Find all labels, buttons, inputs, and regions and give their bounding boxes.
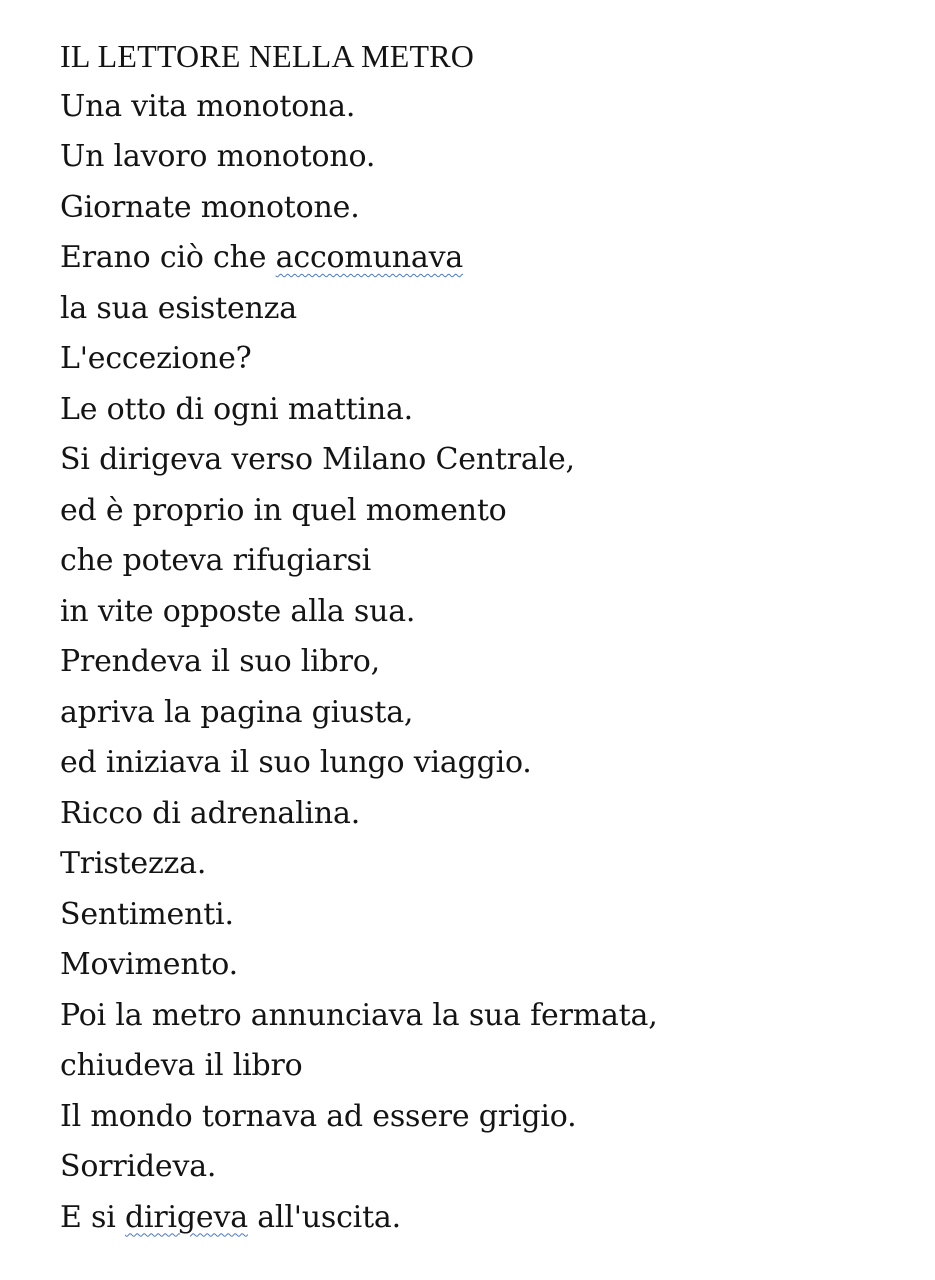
poem-line: ed iniziava il suo lungo viaggio. <box>60 745 532 780</box>
poem-line: chiudeva il libro <box>60 1048 303 1083</box>
spellcheck-flagged-word[interactable]: accomunava <box>275 240 464 275</box>
poem-line: la sua esistenza <box>60 290 297 326</box>
document-page <box>60 31 920 1243</box>
poem-line: che poteva rifugiarsi <box>60 543 372 578</box>
line-segment: all'uscita. <box>247 1199 401 1235</box>
poem-line <box>60 1193 920 1244</box>
poem-line: Giornate monotone. <box>60 189 360 225</box>
poem-line: Tristezza. <box>60 846 207 881</box>
poem-line: Le otto di ogni mattina. <box>60 391 414 427</box>
line-segment: E si <box>60 1199 125 1235</box>
poem-title: IL LETTORE NELLA METRO <box>60 38 475 74</box>
poem-line: Un lavoro monotono. <box>60 139 376 174</box>
poem-line: ed è proprio in quel momento <box>60 492 507 528</box>
poem-line: Movimento. <box>60 947 238 982</box>
poem-line: apriva la pagina giusta, <box>60 694 414 730</box>
poem-line: Prendeva il suo libro, <box>60 644 380 679</box>
poem-line: in vite opposte alla sua. <box>60 593 416 629</box>
poem-line: Una vita monotona. <box>60 88 356 124</box>
poem-line: Poi la metro annunciava la sua fermata, <box>60 997 658 1033</box>
line-segment: Erano ciò che <box>60 240 276 275</box>
poem-line: Si dirigeva verso Milano Centrale, <box>60 442 575 477</box>
spellcheck-flagged-word[interactable]: dirigeva <box>124 1199 248 1235</box>
poem-line: Il mondo tornava ad essere grigio. <box>60 1098 577 1134</box>
poem-line: L'eccezione? <box>60 341 252 376</box>
poem-line: Sentimenti. <box>60 896 234 932</box>
poem-line: Ricco di adrenalina. <box>60 795 361 831</box>
poem-line <box>60 233 920 284</box>
poem-line: Sorrideva. <box>60 1149 217 1184</box>
